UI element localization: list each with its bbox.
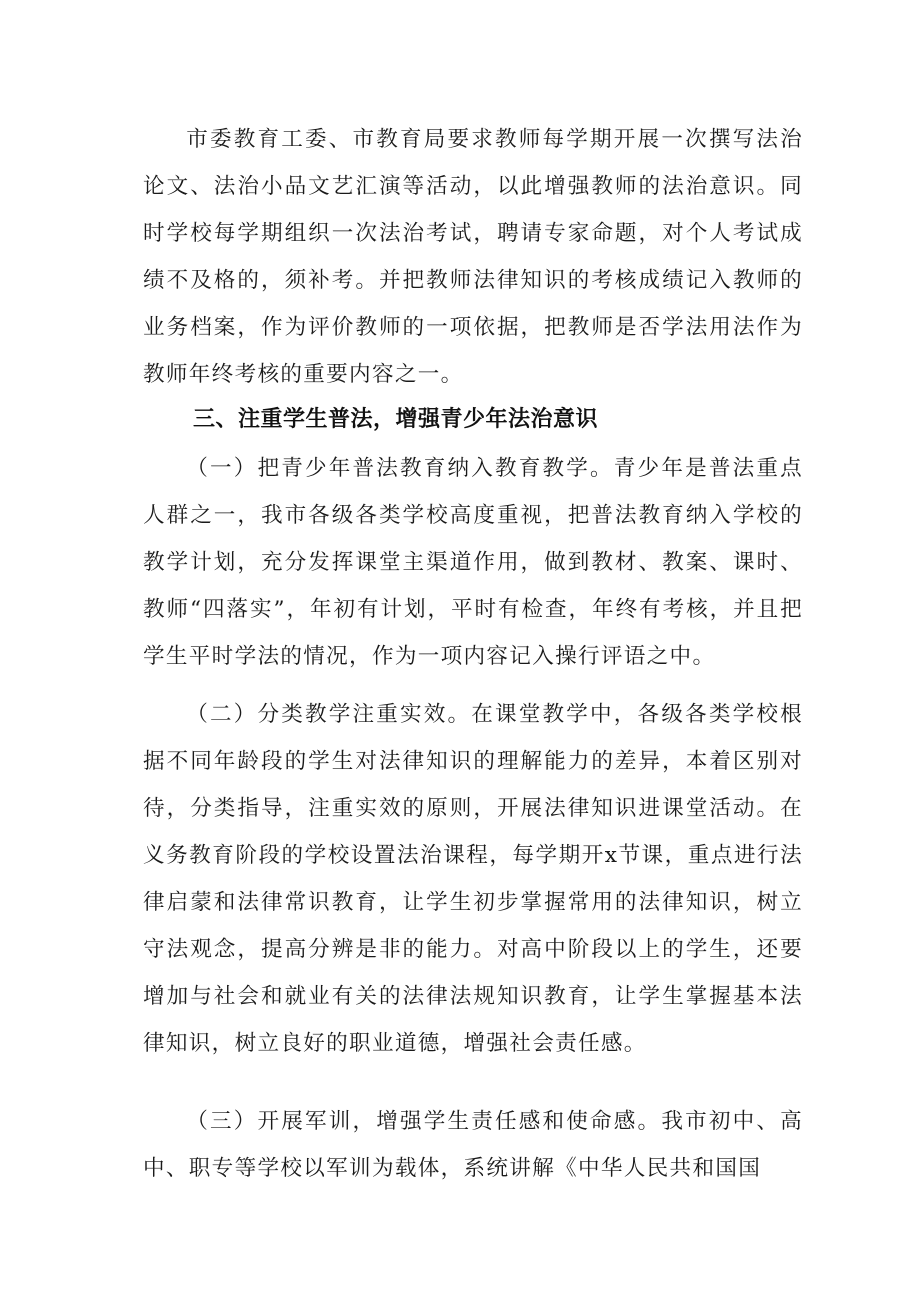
paragraph-youth-education: （一）把青少年普法教育纳入教育教学。青少年是普法重点人群之一，我市各级各类学校高度重视，把普法教育纳入学校的教学计划，充分发挥课堂主渠道作用，做到教材、教案、课时、教师“四落实”，年初有计划，平时有检查，年终有考核，并且把学生平时学法的情况，作为一项内容记入操行评语之中。 [143, 456, 803, 669]
section-heading: 三、注重学生普法，增强青少年法治意识 [193, 407, 599, 432]
intro-block [143, 116, 803, 398]
paragraph-teacher-law: 市委教育工委、市教育局要求教师每学期开展一次撰写法治论文、法治小品文艺汇演等活动，以此增强教师的法治意识。同时学校每学期组织一次法治考试，聘请专家命题，对个人考试成绩不及格的，须补考。并把教师法律知识的考核成绩记入教师的业务档案，作为评价教师的一项依据，把教师是否学法用法作为教师年终考核的重要内容之一。 [143, 127, 803, 387]
paragraph-military-training: （三）开展军训，增强学生责任感和使命感。我市初中、高中、职专等学校以军训为载体，系统讲解《中华人民共和国国 [143, 1109, 803, 1181]
paragraph-classified-teaching: （二）分类教学注重实效。在课堂教学中，各级各类学校根据不同年龄段的学生对法律知识的理解能力的差异，本着区别对待，分类指导，注重实效的原则，开展法律知识进课堂活动。在义务教育阶段的学校设置法治课程，每学期开x节课，重点进行法律启蒙和法律常识教育，让学生初步掌握常用的法律知识，树立守法观念，提高分辨是非的能力。对高中阶段以上的学生，还要增加与社会和就业有关的法律法规知识教育，让学生掌握基本法律知识，树立良好的职业道德，增强社会责任感。 [143, 702, 803, 1056]
section-body-2 [143, 691, 803, 1067]
section-body-1 [143, 445, 803, 680]
section-body-3 [143, 1098, 803, 1192]
